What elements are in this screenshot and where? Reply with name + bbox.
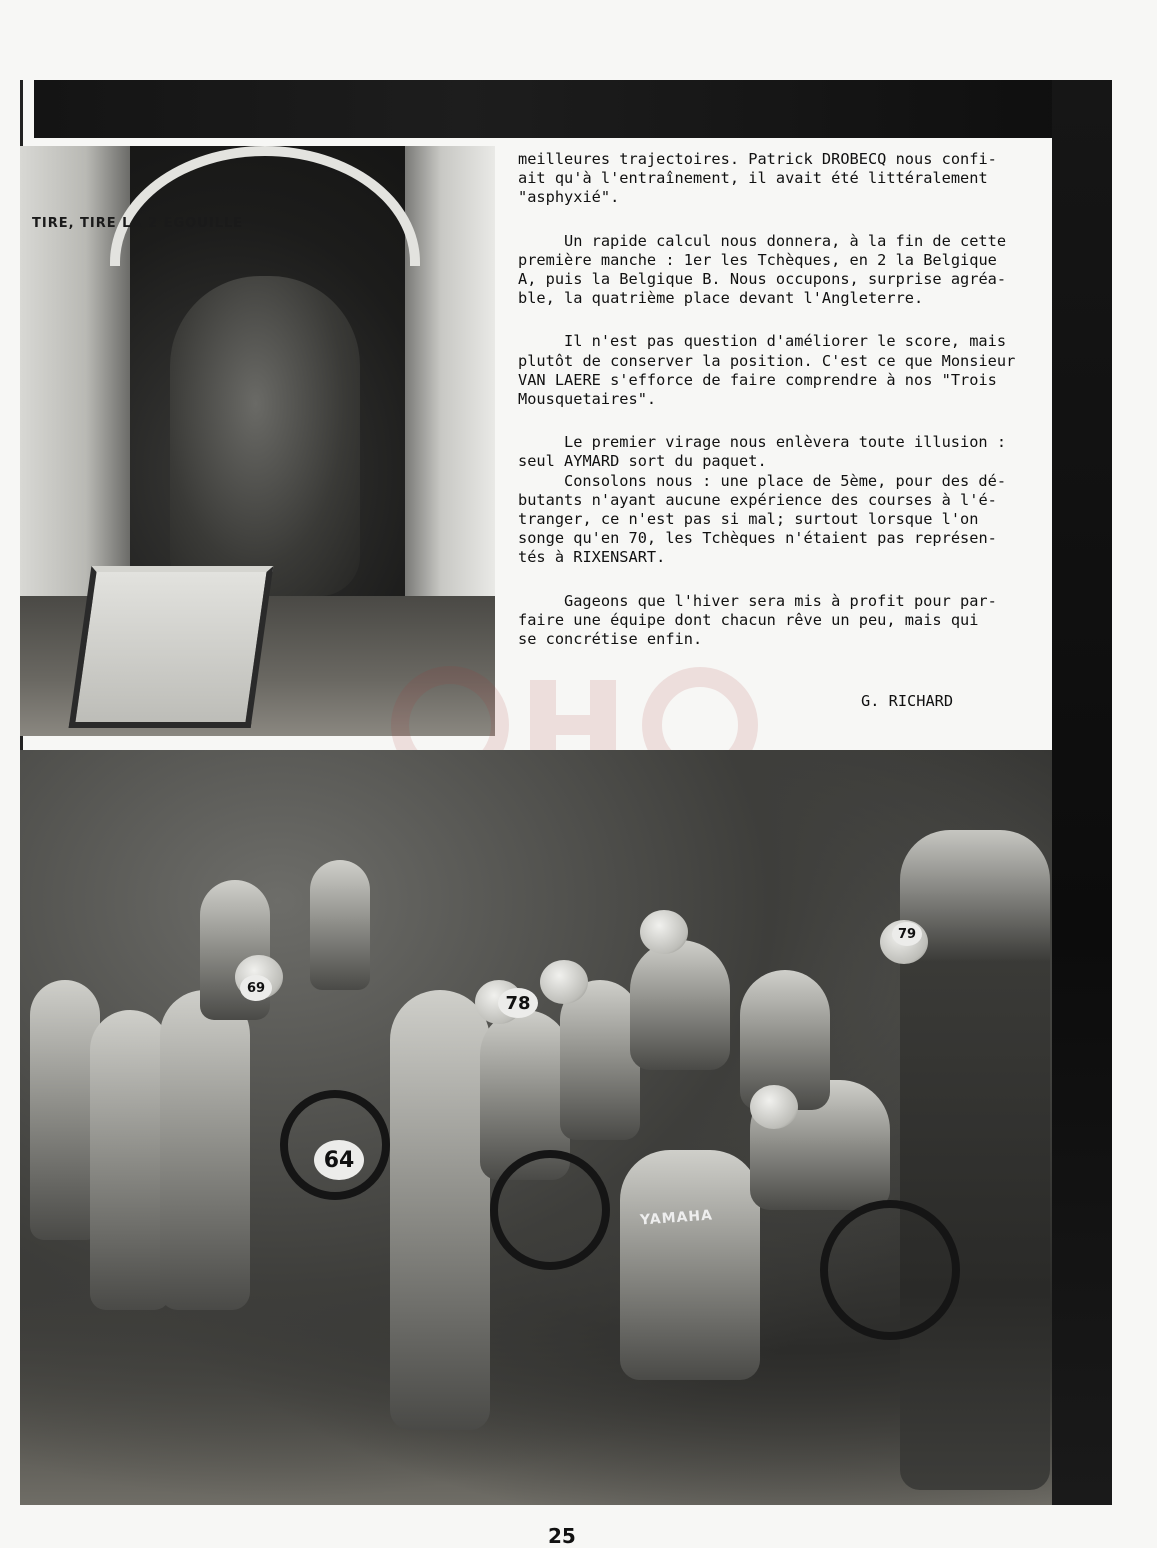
right-black-band [1052, 80, 1112, 1505]
paragraph-4 [518, 433, 1038, 567]
helmet [750, 1085, 798, 1129]
helmet [640, 910, 688, 954]
text-line: Le premier virage nous enlèvera toute illusion : [564, 433, 1007, 452]
jacket-lettering: YAMAHA [639, 1207, 714, 1229]
spectator-figure [310, 860, 370, 990]
top-black-band [34, 80, 1112, 138]
tent-arch-frame [110, 146, 420, 266]
text-line: songe qu'en 70, les Tchèques n'étaient pas représen- [518, 529, 997, 548]
text-line: VAN LAERE s'efforce de faire comprendre à nos "Trois [518, 370, 997, 389]
text-line: plutôt de conserver la position. C'est ce que Monsieur [518, 351, 1016, 370]
race-number-plate: 69 [240, 975, 272, 1001]
photo-caption: TIRE, TIRE LA 2 EGOUILLE [32, 216, 244, 231]
text-line: butants n'ayant aucune expérience des courses à l'é- [518, 490, 997, 509]
paragraph-5 [518, 592, 1038, 650]
text-line: "asphyxié". [518, 188, 620, 207]
text-line: ait qu'à l'entraînement, il avait été littéralement [518, 169, 988, 188]
spectator-figure [90, 1010, 170, 1310]
paragraph-3 [518, 332, 1038, 409]
rider-figure [560, 980, 640, 1140]
race-number-plate: 79 [892, 922, 922, 946]
text-line: Consolons nous : une place de 5ème, pour des dé- [564, 471, 1007, 490]
article-text-column [518, 150, 1038, 673]
text-line: Gageons que l'hiver sera mis à profit pour par- [564, 591, 997, 610]
spectator-figure [390, 990, 490, 1430]
folding-chair [69, 566, 274, 728]
text-line: se concrétise enfin. [518, 630, 703, 649]
motorcycle-wheel [820, 1200, 960, 1340]
text-line: Un rapide calcul nous donnera, à la fin de cette [564, 231, 1007, 250]
author-signature: G. RICHARD [861, 692, 954, 710]
seated-mechanic [170, 276, 360, 596]
text-line: Il n'est pas question d'améliorer le score, mais [564, 332, 1007, 351]
motorcycle-wheel [490, 1150, 610, 1270]
photo-rider-crowd [20, 750, 1052, 1505]
paragraph-2 [518, 232, 1038, 309]
text-line: ble, la quatrième place devant l'Angleterre. [518, 289, 924, 308]
helmet [540, 960, 588, 1004]
text-line: Mousquetaires". [518, 390, 657, 409]
text-line: faire une équipe dont chacun rêve un peu, mais qui [518, 610, 979, 629]
page-number: 25 [548, 1524, 576, 1548]
text-line: meilleures trajectoires. Patrick DROBECQ nous confi- [518, 150, 997, 168]
spectator-figure [160, 990, 250, 1310]
crouching-mechanic [620, 1150, 760, 1380]
text-line: tés à RIXENSART. [518, 548, 666, 567]
rider-figure [630, 940, 730, 1070]
paragraph-1 [518, 150, 1038, 208]
text-line: tranger, ce n'est pas si mal; surtout lorsque l'on [518, 510, 979, 529]
race-number-plate: 78 [498, 988, 538, 1018]
text-line: seul AYMARD sort du paquet. [518, 452, 767, 471]
text-line: première manche : 1er les Tchèques, en 2 la Belgique [518, 250, 997, 269]
photo-tent-mechanic [20, 146, 495, 736]
race-number-plate: 64 [314, 1140, 364, 1180]
text-line: A, puis la Belgique B. Nous occupons, surprise agréa- [518, 270, 1007, 289]
